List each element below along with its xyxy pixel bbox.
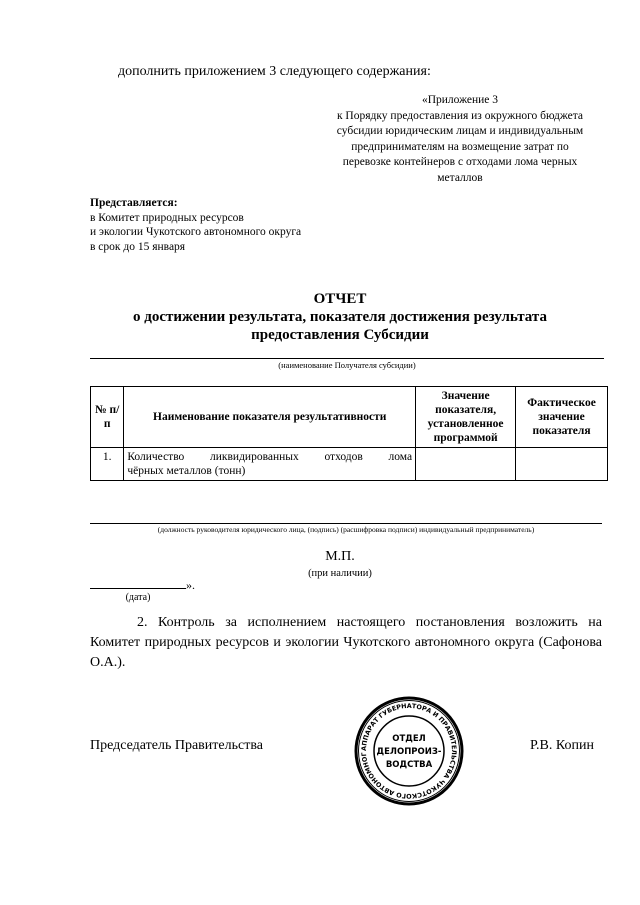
- appendix-header: [300, 93, 620, 186]
- submission-line: в Комитет природных ресурсов: [90, 211, 244, 224]
- signatory-name: Р.В. Копин: [530, 738, 594, 753]
- report-subtitle-line2: предоставления Субсидии: [251, 327, 429, 343]
- submission-line: в срок до 15 января: [90, 240, 186, 253]
- appendix-line: к Порядку предоставления из окружного бюджета: [336, 109, 584, 122]
- signatory-position: Председатель Правительства: [90, 738, 263, 753]
- table-header-row: [91, 387, 608, 448]
- appendix-line: субсидии юридическим лицам и индивидуальным: [336, 125, 584, 137]
- appendix-line: металлов: [437, 171, 483, 184]
- report-subtitle-line1: о достижении результата, показателя достижения результата: [133, 309, 547, 325]
- stamp-center-line3: ВОДСТВА: [385, 760, 433, 770]
- signature-caption: (должность руководителя юридического лица, (подпись) (расшифровка подписи) индивидуальный предприниматель): [157, 525, 535, 534]
- seal-place-note: (при наличии): [308, 568, 372, 579]
- submission-heading: Представляется:: [90, 197, 178, 209]
- header-planned: Значение показателя, установленное программой: [416, 387, 516, 448]
- row-number: 1.: [91, 448, 124, 481]
- report-title: ОТЧЕТ: [313, 291, 367, 307]
- appendix-line: предпринимателям на возмещение затрат по: [351, 140, 569, 153]
- stamp-center-line2: ДЕЛОПРОИЗ-: [376, 747, 442, 757]
- paragraph-2: [90, 613, 602, 673]
- appendix-line: перевозке контейнеров с отходами лома черных: [342, 156, 578, 168]
- submission-block: [90, 196, 301, 254]
- appendix-line: «Приложение 3: [421, 94, 499, 106]
- row-name-line1: Количество ликвидированных отходов лома: [127, 451, 413, 463]
- seal-place-label: М.П.: [325, 549, 355, 564]
- recipient-caption: (наименование Получателя субсидии): [278, 360, 416, 370]
- signature-line: [90, 523, 602, 524]
- date-caption: (дата): [125, 592, 151, 603]
- header-name: Наименование показателя результативности: [124, 387, 416, 448]
- row-actual: [516, 448, 608, 481]
- submission-line: и экологии Чукотского автономного округа: [90, 226, 302, 238]
- row-name: [124, 448, 416, 481]
- stamp-ring-text: АППАРАТ ГУБЕРНАТОРА И ПРАВИТЕЛЬСТВА ЧУКОТСКОГО АВТОНОМНОГ: [359, 701, 459, 801]
- header-number: № п/п: [91, 387, 124, 448]
- recipient-line: [90, 358, 604, 359]
- indicators-table: [90, 386, 608, 481]
- stamp-center-line1: ОТДЕЛ: [392, 734, 426, 744]
- date-closing-quote: ».: [186, 578, 195, 592]
- intro-line: дополнить приложением 3 следующего содержания:: [118, 64, 431, 79]
- table-row: [91, 448, 608, 481]
- header-actual: Фактическое значение показателя: [516, 387, 608, 448]
- row-planned: [416, 448, 516, 481]
- stamp-graphic: [354, 696, 464, 806]
- date-line: [90, 588, 186, 589]
- paragraph-2-text: 2. Контроль за исполнением настоящего постановления возложить на Комитет природных ресурсов и экологии Чукотского автономного округа (Сафонова О.А.).: [90, 615, 602, 670]
- row-name-line2: чёрных металлов (тонн): [127, 465, 246, 477]
- official-stamp: [354, 696, 464, 806]
